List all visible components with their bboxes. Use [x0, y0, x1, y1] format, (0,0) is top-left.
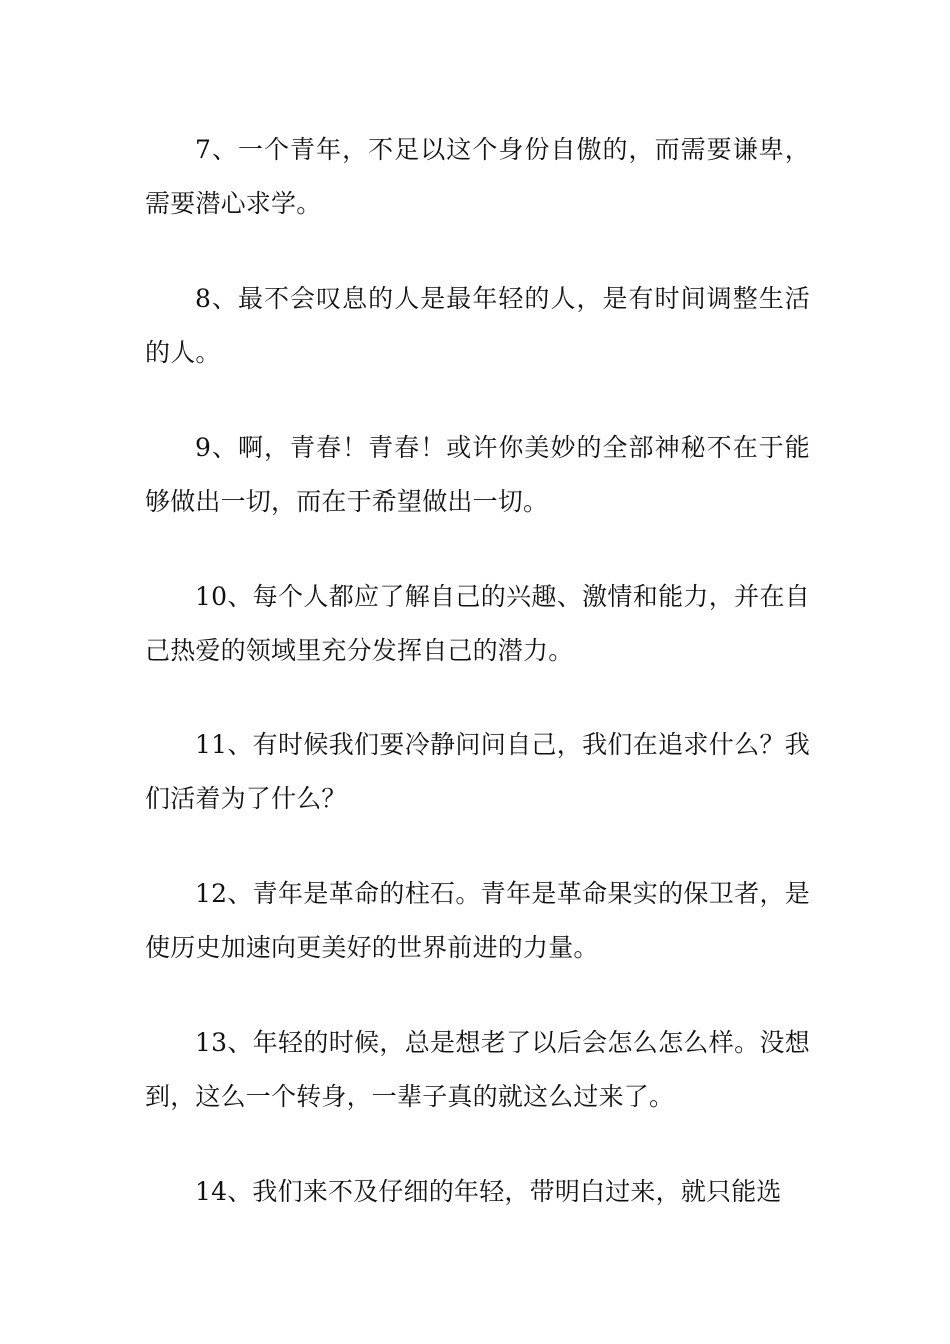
quote-paragraph-8: 8、最不会叹息的人是最年轻的人，是有时间调整生活的人。: [145, 284, 810, 367]
quote-paragraph-10: 10、每个人都应了解自己的兴趣、激情和能力，并在自己热爱的领域里充分发挥自己的潜力。: [145, 582, 810, 665]
quote-paragraph-7: 7、一个青年，不足以这个身份自傲的，而需要谦卑，需要潜心求学。: [145, 135, 810, 218]
quote-paragraph-9: 9、啊，青春！青春！或许你美妙的全部神秘不在于能够做出一切，而在于希望做出一切。: [145, 433, 810, 516]
quote-paragraph-11: 11、有时候我们要冷静问问自己，我们在追求什么？我们活着为了什么？: [145, 730, 810, 813]
quote-paragraph-13: 13、年轻的时候，总是想老了以后会怎么怎么样。没想到，这么一个转身，一辈子真的就这么过来了。: [145, 1028, 810, 1111]
quote-paragraph-12: 12、青年是革命的柱石。青年是革命果实的保卫者，是使历史加速向更美好的世界前进的力量。: [145, 879, 810, 962]
quote-paragraph-14: 14、我们来不及仔细的年轻，带明白过来，就只能选: [195, 1177, 782, 1206]
